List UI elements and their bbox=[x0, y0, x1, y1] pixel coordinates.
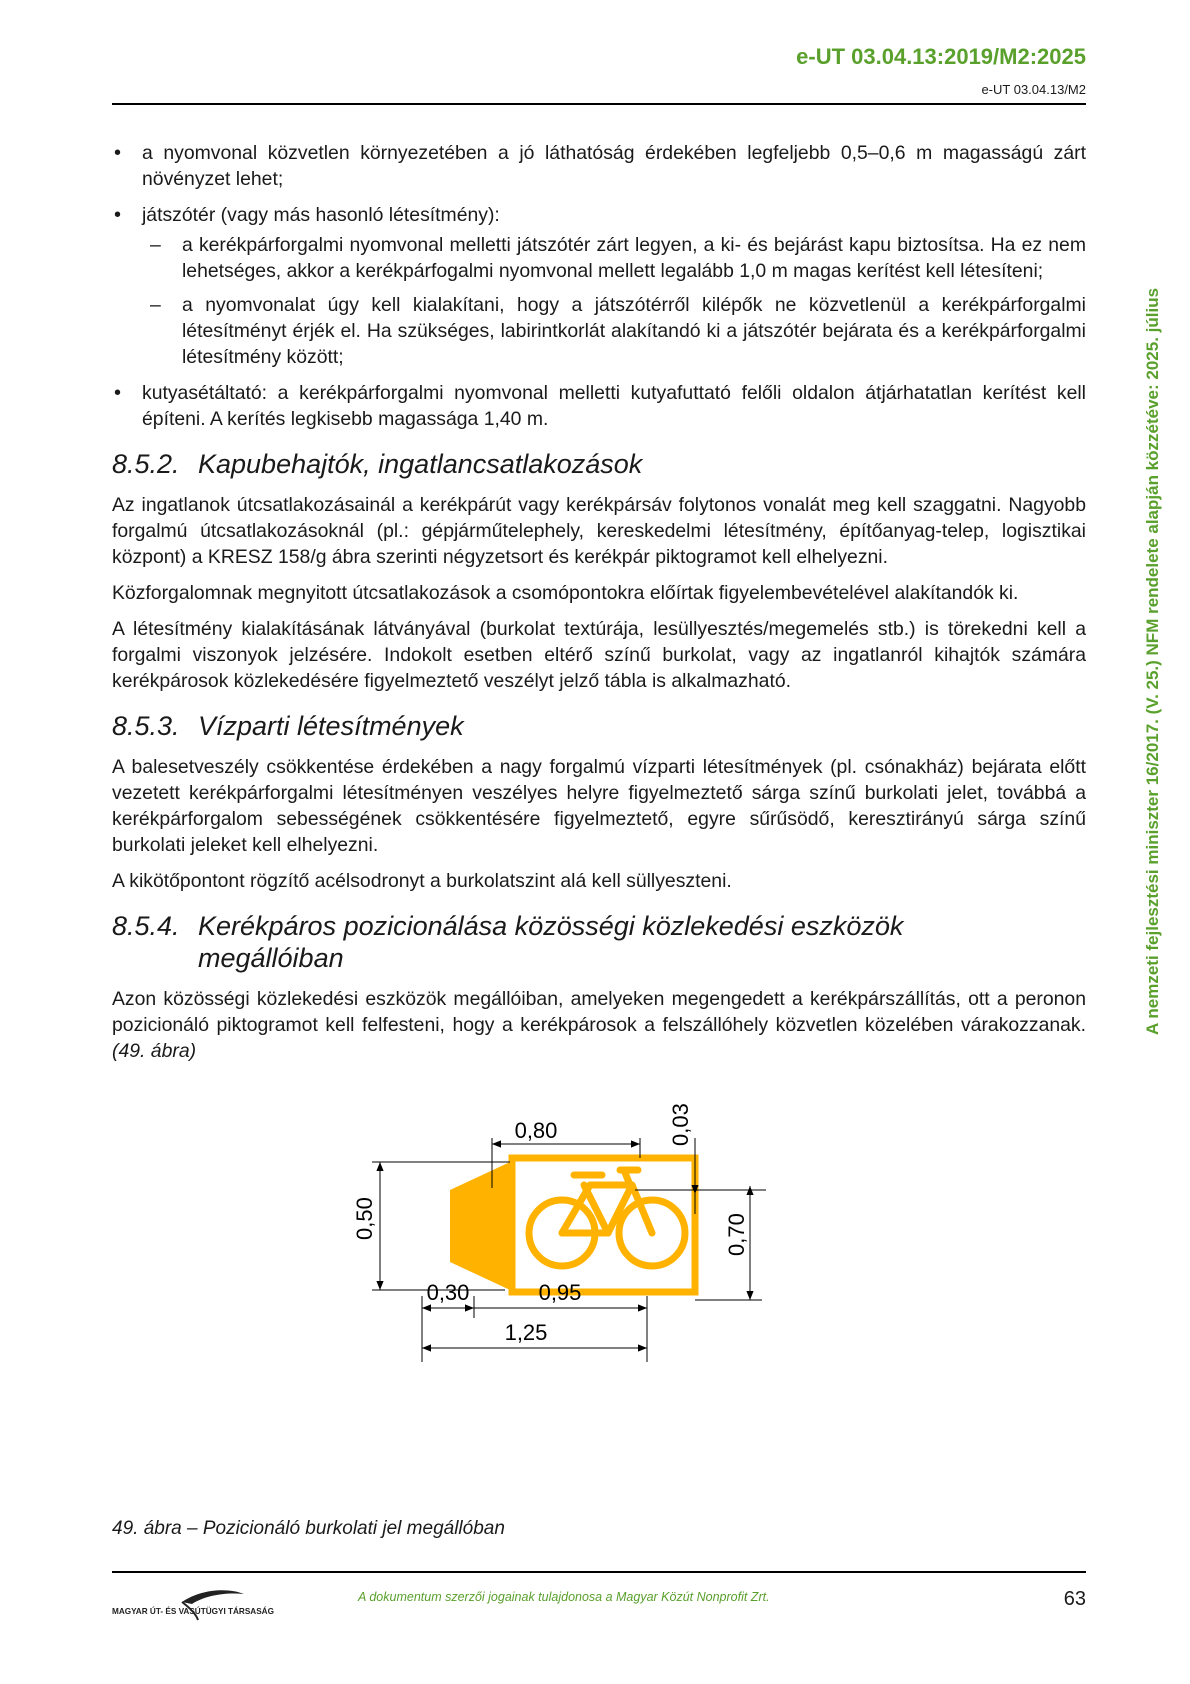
copyright-notice: A dokumentum szerzői jogainak tulajdonosa a Magyar Közút Nonprofit Zrt. bbox=[358, 1590, 770, 1604]
dimension-label: 1,25 bbox=[504, 1320, 548, 1345]
bullet-list bbox=[112, 140, 1086, 432]
dimension-drawing bbox=[350, 1103, 870, 1478]
main-content bbox=[112, 140, 1086, 1074]
bicycle-icon bbox=[529, 1170, 685, 1266]
svg-text:MAGYAR ÚT- ÉS VASÚTÜGYI TÁRSAS: MAGYAR ÚT- ÉS VASÚTÜGYI TÁRSASÁG bbox=[112, 1607, 274, 1616]
header-rule bbox=[112, 103, 1086, 105]
document-code: e-UT 03.04.13:2019/M2:2025 bbox=[796, 44, 1086, 69]
paragraph: A kikötőpontont rögzítő acélsodronyt a burkolatszint alá kell süllyeszteni. bbox=[112, 870, 732, 892]
dimension-label: 0,03 bbox=[668, 1103, 693, 1146]
positioning-marking-figure bbox=[350, 1103, 870, 1478]
paragraph: A balesetveszély csökkentése érdekében a nagy forgalmú vízparti létesítmények (pl. csónakház) bejárata előtt vezetett kerékpárforgalmi létesítményen veszélyes helyre figyelmeztető sárga színű burkolati jelet, továbbá a kerékpárforgalom sebességének csökkentésére figyelmeztető, egyre sűrűsödő, keresztirányú sárga színű burkolati jeleket kell elhelyezni. bbox=[112, 756, 1086, 856]
section-heading-8-5-4: 8.5.4. Kerékpáros pozicionálása közösségi közlekedési eszközök megállóiban bbox=[112, 911, 904, 973]
dimension-label: 0,50 bbox=[352, 1197, 377, 1240]
company-logo bbox=[112, 1584, 272, 1622]
document-subcode: e-UT 03.04.13/M2 bbox=[981, 82, 1086, 97]
page-number: 63 bbox=[1063, 1588, 1086, 1610]
figure-caption: 49. ábra – Pozicionáló burkolati jel megállóban bbox=[112, 1518, 505, 1539]
dimension-label: 0,95 bbox=[538, 1280, 582, 1305]
paragraph: Az ingatlanok útcsatlakozásainál a kerékpárút vagy kerékpársáv folytonos vonalát meg kell szaggatni. Nagyobb forgalmú útcsatlakozásoknál (pl.: gépjárműtelephely, kereskedelmi létesítmény, építőanyag-telep, logisztikai központ) a KRESZ 158/g ábra szerinti négyzetsort és kerékpár piktogramot kell elhelyezni. bbox=[112, 494, 1086, 568]
section-heading-8-5-2: 8.5.2. Kapubehajtók, ingatlancsatlakozások bbox=[112, 449, 643, 479]
dash-list bbox=[142, 232, 1086, 370]
paragraph: A létesítmény kialakításának látványával (burkolat textúrája, lesüllyesztés/megemelés stb.) is törekedni kell a forgalmi viszonyok jelzésére. Indokolt esetben eltérő színű burkolat, vagy az ingatlanról kihajtók számára kerékpárosok közlekedésére figyelmeztető veszélyt jelző tábla is alkalmazható. bbox=[112, 618, 1086, 692]
list-item: • játszótér (vagy más hasonló létesítmény): – a kerékpárforgalmi nyomvonal melletti játszótér zárt legyen, a ki- és bejárást kapu biztosítsa. Ha ez nem lehetséges, akkor a kerékpárfogalmi nyomvonal mellett legalább 1,0 m magas kerítést kell létesíteni; – a nyomvonalat úgy kell kialakítani, hogy a játszótérről kilépők ne közvetlenül a kerékpárforgalmi létesítményt érjék el. Ha szükséges, labirintkorlát alakítandó ki a játszótér bejárata és a kerékpárforgalmi létesítmény között; bbox=[112, 202, 1086, 370]
dimension-label: 0,70 bbox=[724, 1213, 749, 1256]
publication-side-note: A nemzeti fejlesztési miniszter 16/2017. (V. 25.) NFM rendelete alapján közzétéve: 2025. július bbox=[1143, 287, 1162, 1035]
paragraph: Azon közösségi közlekedési eszközök megállóiban, amelyeken megengedett a kerékpárszállítás, ott a peronon pozicionáló piktogramot kell felfesteni, hogy a kerékpárosok a felszállóhely közvetlen közelében várakozzanak. (49. ábra) bbox=[112, 988, 1086, 1062]
list-item: – a kerékpárforgalmi nyomvonal melletti játszótér zárt legyen, a ki- és bejárást kapu biztosítsa. Ha ez nem lehetséges, akkor a kerékpárfogalmi nyomvonal mellett legalább 1,0 m magas kerítést kell létesíteni; bbox=[142, 232, 1086, 284]
dimension-lines bbox=[372, 1138, 768, 1362]
footer-rule bbox=[112, 1571, 1086, 1573]
dimension-label: 0,80 bbox=[514, 1118, 558, 1143]
list-item: • a nyomvonal közvetlen környezetében a jó láthatóság érdekében legfeljebb 0,5–0,6 m magasságú zárt növényzet lehet; bbox=[112, 140, 1086, 192]
list-item: – a nyomvonalat úgy kell kialakítani, hogy a játszótérről kilépők ne közvetlenül a kerékpárforgalmi létesítményt érjék el. Ha szükséges, labirintkorlát alakítandó ki a játszótér bejárata és a kerékpárforgalmi létesítmény között; bbox=[142, 292, 1086, 370]
figure-reference: (49. ábra) bbox=[112, 1040, 197, 1062]
yellow-marking bbox=[450, 1158, 695, 1292]
dimension-label: 0,30 bbox=[426, 1280, 470, 1305]
paragraph: Közforgalomnak megnyitott útcsatlakozások a csomópontokra előírtak figyelembevételével alakítandók ki. bbox=[112, 582, 1019, 604]
section-heading-8-5-3: 8.5.3. Vízparti létesítmények bbox=[112, 711, 464, 741]
list-item: • kutyasétáltató: a kerékpárforgalmi nyomvonal melletti kutyafuttató felőli oldalon átjárhatatlan kerítést kell építeni. A kerítés legkisebb magassága 1,40 m. bbox=[112, 380, 1086, 432]
